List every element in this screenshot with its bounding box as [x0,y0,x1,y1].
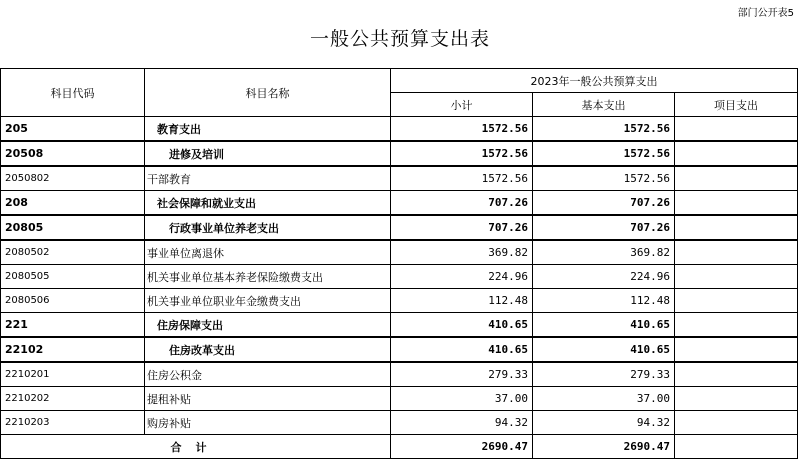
table-row [1,362,798,387]
header-project: 项目支出 [675,93,798,117]
row-name: 住房改革支出 [145,337,391,362]
row-name: 进修及培训 [145,141,391,166]
row-name: 机关事业单位职业年金缴费支出 [145,289,391,313]
row-basic: 112.48 [533,289,675,313]
table-row [1,289,798,313]
row-name: 机关事业单位基本养老保险缴费支出 [145,265,391,289]
row-code: 22102 [1,337,145,362]
row-basic: 369.82 [533,240,675,265]
row-code: 20805 [1,215,145,240]
row-code: 2080502 [1,240,145,265]
row-subtotal: 224.96 [391,265,533,289]
row-name: 购房补贴 [145,411,391,435]
total-project [675,435,798,459]
row-project [675,240,798,265]
row-name: 住房保障支出 [145,313,391,338]
page-title: 一般公共预算支出表 [309,28,490,50]
header-basic: 基本支出 [533,93,675,117]
row-project [675,117,798,142]
row-name: 提租补贴 [145,387,391,411]
budget-table [0,68,798,459]
row-code: 2050802 [1,166,145,191]
header-subtotal: 小计 [391,93,533,117]
row-project [675,387,798,411]
table-row [1,337,798,362]
row-code: 20508 [1,141,145,166]
row-name: 住房公积金 [145,362,391,387]
row-subtotal: 37.00 [391,387,533,411]
row-subtotal: 410.65 [391,337,533,362]
row-subtotal: 1572.56 [391,141,533,166]
row-name: 干部教育 [145,166,391,191]
row-basic: 410.65 [533,313,675,338]
row-name: 社会保障和就业支出 [145,191,391,216]
total-label: 合计 [1,435,391,459]
row-subtotal: 369.82 [391,240,533,265]
row-project [675,265,798,289]
row-project [675,166,798,191]
row-name: 教育支出 [145,117,391,142]
row-basic: 279.33 [533,362,675,387]
total-row [1,435,798,459]
table-row [1,166,798,191]
total-subtotal: 2690.47 [391,435,533,459]
row-project [675,289,798,313]
header-group: 2023年一般公共预算支出 [391,69,798,93]
table-row [1,141,798,166]
row-project [675,191,798,216]
row-code: 2210202 [1,387,145,411]
header-name: 科目名称 [145,69,391,117]
row-code: 205 [1,117,145,142]
row-basic: 224.96 [533,265,675,289]
table-row [1,265,798,289]
table-row [1,313,798,338]
row-code: 2080505 [1,265,145,289]
table-row [1,387,798,411]
row-project [675,215,798,240]
row-basic: 1572.56 [533,117,675,142]
row-project [675,141,798,166]
row-project [675,362,798,387]
table-row [1,215,798,240]
row-subtotal: 279.33 [391,362,533,387]
row-basic: 1572.56 [533,166,675,191]
row-name: 行政事业单位养老支出 [145,215,391,240]
row-project [675,411,798,435]
row-code: 221 [1,313,145,338]
row-project [675,337,798,362]
row-basic: 37.00 [533,387,675,411]
row-subtotal: 707.26 [391,191,533,216]
row-project [675,313,798,338]
row-code: 2210203 [1,411,145,435]
row-subtotal: 1572.56 [391,117,533,142]
row-subtotal: 1572.56 [391,166,533,191]
row-subtotal: 112.48 [391,289,533,313]
row-name: 事业单位离退休 [145,240,391,265]
row-code: 2210201 [1,362,145,387]
table-row [1,117,798,142]
table-body [1,117,798,435]
row-subtotal: 410.65 [391,313,533,338]
row-subtotal: 94.32 [391,411,533,435]
row-basic: 410.65 [533,337,675,362]
table-row [1,191,798,216]
row-subtotal: 707.26 [391,215,533,240]
row-basic: 94.32 [533,411,675,435]
table-number-note: 部门公开表5 [737,8,794,19]
row-code: 208 [1,191,145,216]
header-code: 科目代码 [1,69,145,117]
table-row [1,411,798,435]
total-basic: 2690.47 [533,435,675,459]
row-basic: 707.26 [533,191,675,216]
table-row [1,240,798,265]
row-code: 2080506 [1,289,145,313]
row-basic: 1572.56 [533,141,675,166]
row-basic: 707.26 [533,215,675,240]
